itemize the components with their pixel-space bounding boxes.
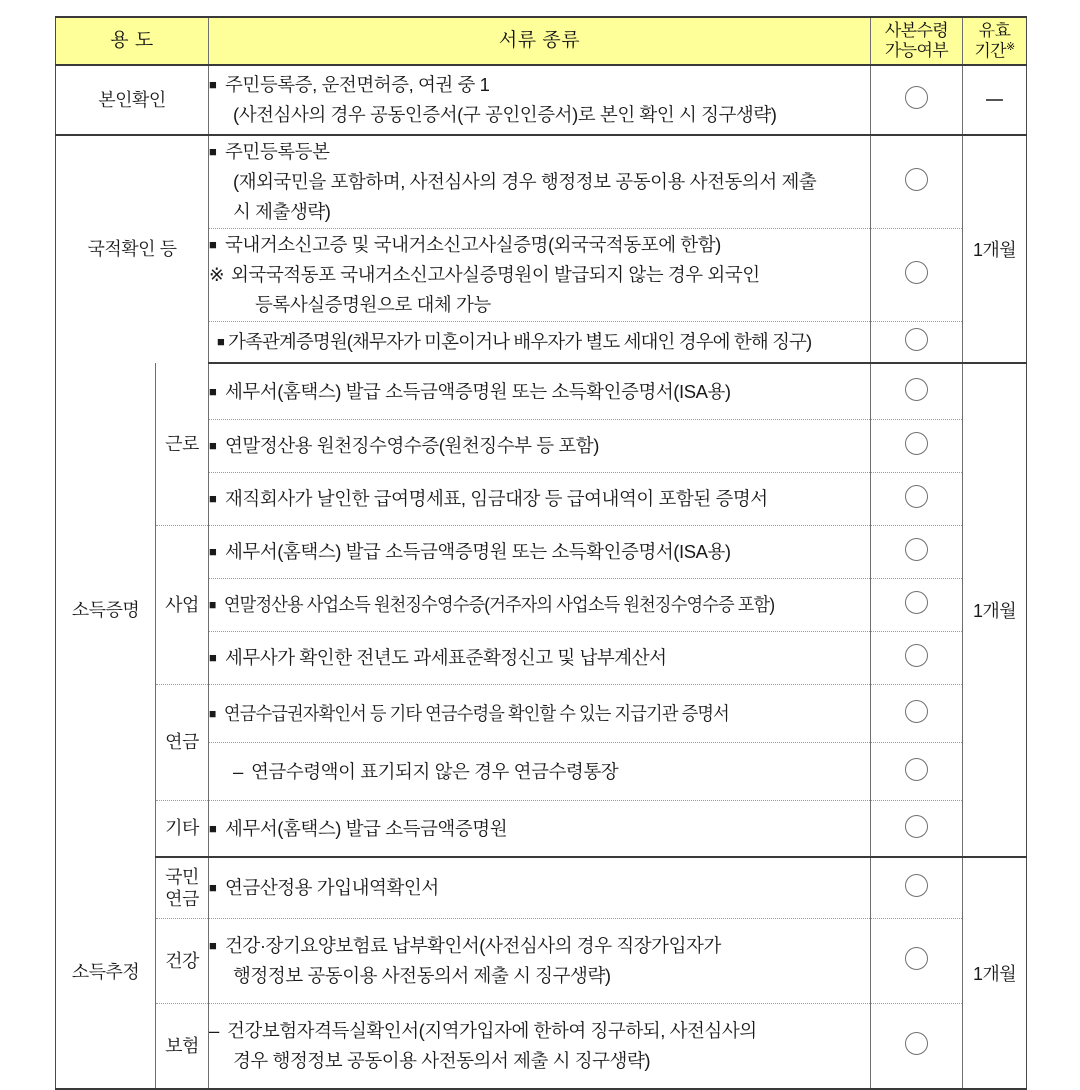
subcategory-health-insurance-line2: 보험 (156, 1004, 209, 1090)
doc-line: ■ 연금수급권자확인서 등 기타 연금수령을 확인할 수 있는 지급기관 증명서 (209, 702, 729, 724)
circle-mark-icon (905, 538, 928, 561)
circle-mark-icon (905, 378, 928, 401)
circle-mark-icon (905, 815, 928, 838)
validity-cell: 1개월 (963, 135, 1027, 363)
bullet-icon: ■ (209, 705, 216, 721)
circle-mark-icon (905, 591, 928, 614)
copy-allowed-cell (871, 363, 963, 420)
circle-mark-icon (905, 758, 928, 781)
table-row (56, 801, 1027, 858)
doc-cell (209, 579, 871, 632)
circle-mark-icon (905, 947, 928, 970)
circle-mark-icon (905, 86, 928, 109)
doc-cell (209, 743, 871, 801)
circle-mark-icon (905, 328, 928, 351)
subcategory-line2: 연금 (165, 889, 199, 909)
circle-mark-icon (905, 261, 928, 284)
doc-line: 행정정보 공동이용 사전동의서 제출 시 징구생략) (233, 965, 611, 986)
header-copy-allowed (871, 17, 963, 65)
table-row (56, 1004, 1027, 1090)
copy-allowed-cell (871, 685, 963, 743)
copy-allowed-cell (871, 473, 963, 526)
table-row (56, 685, 1027, 743)
bullet-icon: ■ (209, 438, 217, 454)
category-line2: 등 (159, 239, 177, 259)
doc-line: (사전심사의 경우 공동인증서(구 공인인증서)로 본인 확인 시 징구생략) (233, 104, 777, 125)
copy-allowed-cell (871, 1004, 963, 1090)
circle-mark-icon (905, 1032, 928, 1055)
doc-cell (209, 685, 871, 743)
doc-line: 등록사실증명원으로 대체 가능 (255, 293, 491, 315)
reference-star-icon: ※ (209, 264, 225, 286)
subcategory-line1: 국민 (165, 866, 199, 887)
doc-cell (209, 420, 871, 473)
copy-allowed-cell (871, 857, 963, 919)
copy-allowed-cell (871, 526, 963, 579)
doc-cell (209, 857, 871, 919)
doc-cell (209, 65, 871, 135)
copy-allowed-cell (871, 632, 963, 685)
bullet-icon: ■ (209, 880, 217, 896)
circle-mark-icon (905, 874, 928, 897)
copy-allowed-cell (871, 420, 963, 473)
category-identity-verification: 본인확인 (56, 65, 209, 135)
category-line1: 국적확인 (87, 239, 156, 259)
doc-line: ■ 연금산정용 가입내역확인서 (209, 877, 439, 899)
doc-cell (209, 229, 871, 322)
bullet-icon: ■ (217, 334, 224, 350)
bullet-icon: ■ (209, 383, 217, 399)
validity-footnote-mark: ※ (1006, 40, 1015, 53)
doc-line: ■ 주민등록등본 (209, 141, 330, 163)
doc-cell (209, 919, 871, 1004)
header-validity-period (963, 17, 1027, 65)
bullet-icon: ■ (209, 237, 217, 253)
table-row (56, 919, 1027, 1004)
doc-cell (209, 801, 871, 858)
doc-cell (209, 1004, 871, 1090)
subcategory-business: 사업 (156, 526, 209, 685)
header-purpose: 용 도 (56, 17, 209, 65)
required-documents-table (55, 16, 1027, 1090)
dash-bullet-icon: – (233, 760, 243, 782)
doc-line: ■ 국내거소신고증 및 국내거소신고사실증명(외국국적동포에 한함) (209, 234, 721, 256)
doc-cell (209, 632, 871, 685)
doc-cell (209, 473, 871, 526)
circle-mark-icon (905, 485, 928, 508)
subcategory-national-pension (156, 857, 209, 919)
subcategory-pension: 연금 (156, 685, 209, 801)
table-header-row (56, 17, 1027, 65)
validity-cell (963, 65, 1027, 135)
table-row (56, 857, 1027, 919)
copy-allowed-cell (871, 743, 963, 801)
subcategory-employment: 근로 (156, 363, 209, 526)
circle-mark-icon (905, 644, 928, 667)
doc-line: ■ 연말정산용 원천징수영수증(원천징수부 등 포함) (209, 435, 599, 457)
dash-bullet-icon: – (209, 1020, 219, 1042)
header-copy-allowed-line1: 사본수령 (884, 21, 949, 41)
doc-line: 경우 행정정보 공동이용 사전동의서 제출 시 징구생략) (233, 1050, 651, 1071)
copy-allowed-cell (871, 801, 963, 858)
doc-cell (209, 135, 871, 229)
bullet-icon: ■ (209, 650, 217, 666)
copy-allowed-cell (871, 229, 963, 322)
doc-line: ■ 연말정산용 사업소득 원천징수영수증(거주자의 사업소득 원천징수영수증 포함) (209, 594, 775, 616)
header-document-type: 서류 종류 (209, 17, 871, 65)
doc-line: ※ 외국국적동포 국내거소신고사실증명원이 발급되지 않는 경우 외국인 (209, 260, 870, 290)
subcategory-health-insurance-line1: 건강 (156, 919, 209, 1004)
circle-mark-icon (905, 432, 928, 455)
doc-cell (209, 322, 871, 364)
bullet-icon: ■ (209, 820, 217, 836)
table-row (56, 135, 1027, 229)
copy-allowed-cell (871, 322, 963, 364)
doc-line: ■ 주민등록증, 운전면허증, 여권 중 1 (209, 74, 490, 96)
category-income-proof: 소득증명 (56, 363, 156, 857)
category-income-estimation: 소득추정 (56, 857, 156, 1089)
doc-line: – 건강보험자격득실확인서(지역가입자에 한하여 징구하되, 사전심사의 (209, 1016, 870, 1046)
header-validity-line2: 기간※ (974, 40, 1015, 61)
bullet-icon: ■ (209, 77, 217, 93)
dash-mark-icon (986, 99, 1003, 101)
doc-line: – 연금수령액이 표기되지 않은 경우 연금수령통장 (209, 757, 870, 787)
category-nationality-verification (56, 135, 209, 363)
doc-line: ■ 세무서(홈택스) 발급 소득금액증명원 또는 소득확인증명서(ISA용) (209, 541, 731, 563)
bullet-icon: ■ (209, 491, 217, 507)
doc-line: (재외국민을 포함하며, 사전심사의 경우 행정정보 공동이용 사전동의서 제출 (233, 171, 817, 193)
bullet-icon: ■ (209, 544, 217, 560)
table-row (56, 526, 1027, 579)
header-validity-line1: 유효 (978, 20, 1011, 40)
circle-mark-icon (905, 700, 928, 723)
table-row (56, 363, 1027, 420)
copy-allowed-cell (871, 65, 963, 135)
bullet-icon: ■ (209, 597, 216, 613)
table-row (56, 65, 1027, 135)
doc-line: ■ 세무사가 확인한 전년도 과세표준확정신고 및 납부계산서 (209, 647, 667, 669)
copy-allowed-cell (871, 135, 963, 229)
doc-line: ■ 재직회사가 날인한 급여명세표, 임금대장 등 급여내역이 포함된 증명서 (209, 488, 768, 510)
doc-line: ■ 세무서(홈택스) 발급 소득금액증명원 또는 소득확인증명서(ISA용) (209, 380, 731, 402)
header-copy-allowed-line2: 가능여부 (884, 41, 949, 60)
doc-line: ■ 가족관계증명원(채무자가 미혼이거나 배우자가 별도 세대인 경우에 한해 징구) (217, 331, 812, 353)
doc-cell (209, 526, 871, 579)
validity-cell: 1개월 (963, 363, 1027, 857)
circle-mark-icon (905, 168, 928, 191)
copy-allowed-cell (871, 919, 963, 1004)
validity-cell: 1개월 (963, 857, 1027, 1089)
copy-allowed-cell (871, 579, 963, 632)
doc-line: ■ 건강·장기요양보험료 납부확인서(사전심사의 경우 직장가입자가 (209, 935, 721, 957)
doc-line: 시 제출생략) (233, 200, 331, 222)
doc-cell (209, 363, 871, 420)
bullet-icon: ■ (209, 144, 217, 160)
subcategory-other: 기타 (156, 801, 209, 858)
bullet-icon: ■ (209, 938, 217, 954)
doc-line: ■ 세무서(홈택스) 발급 소득금액증명원 (209, 817, 508, 839)
